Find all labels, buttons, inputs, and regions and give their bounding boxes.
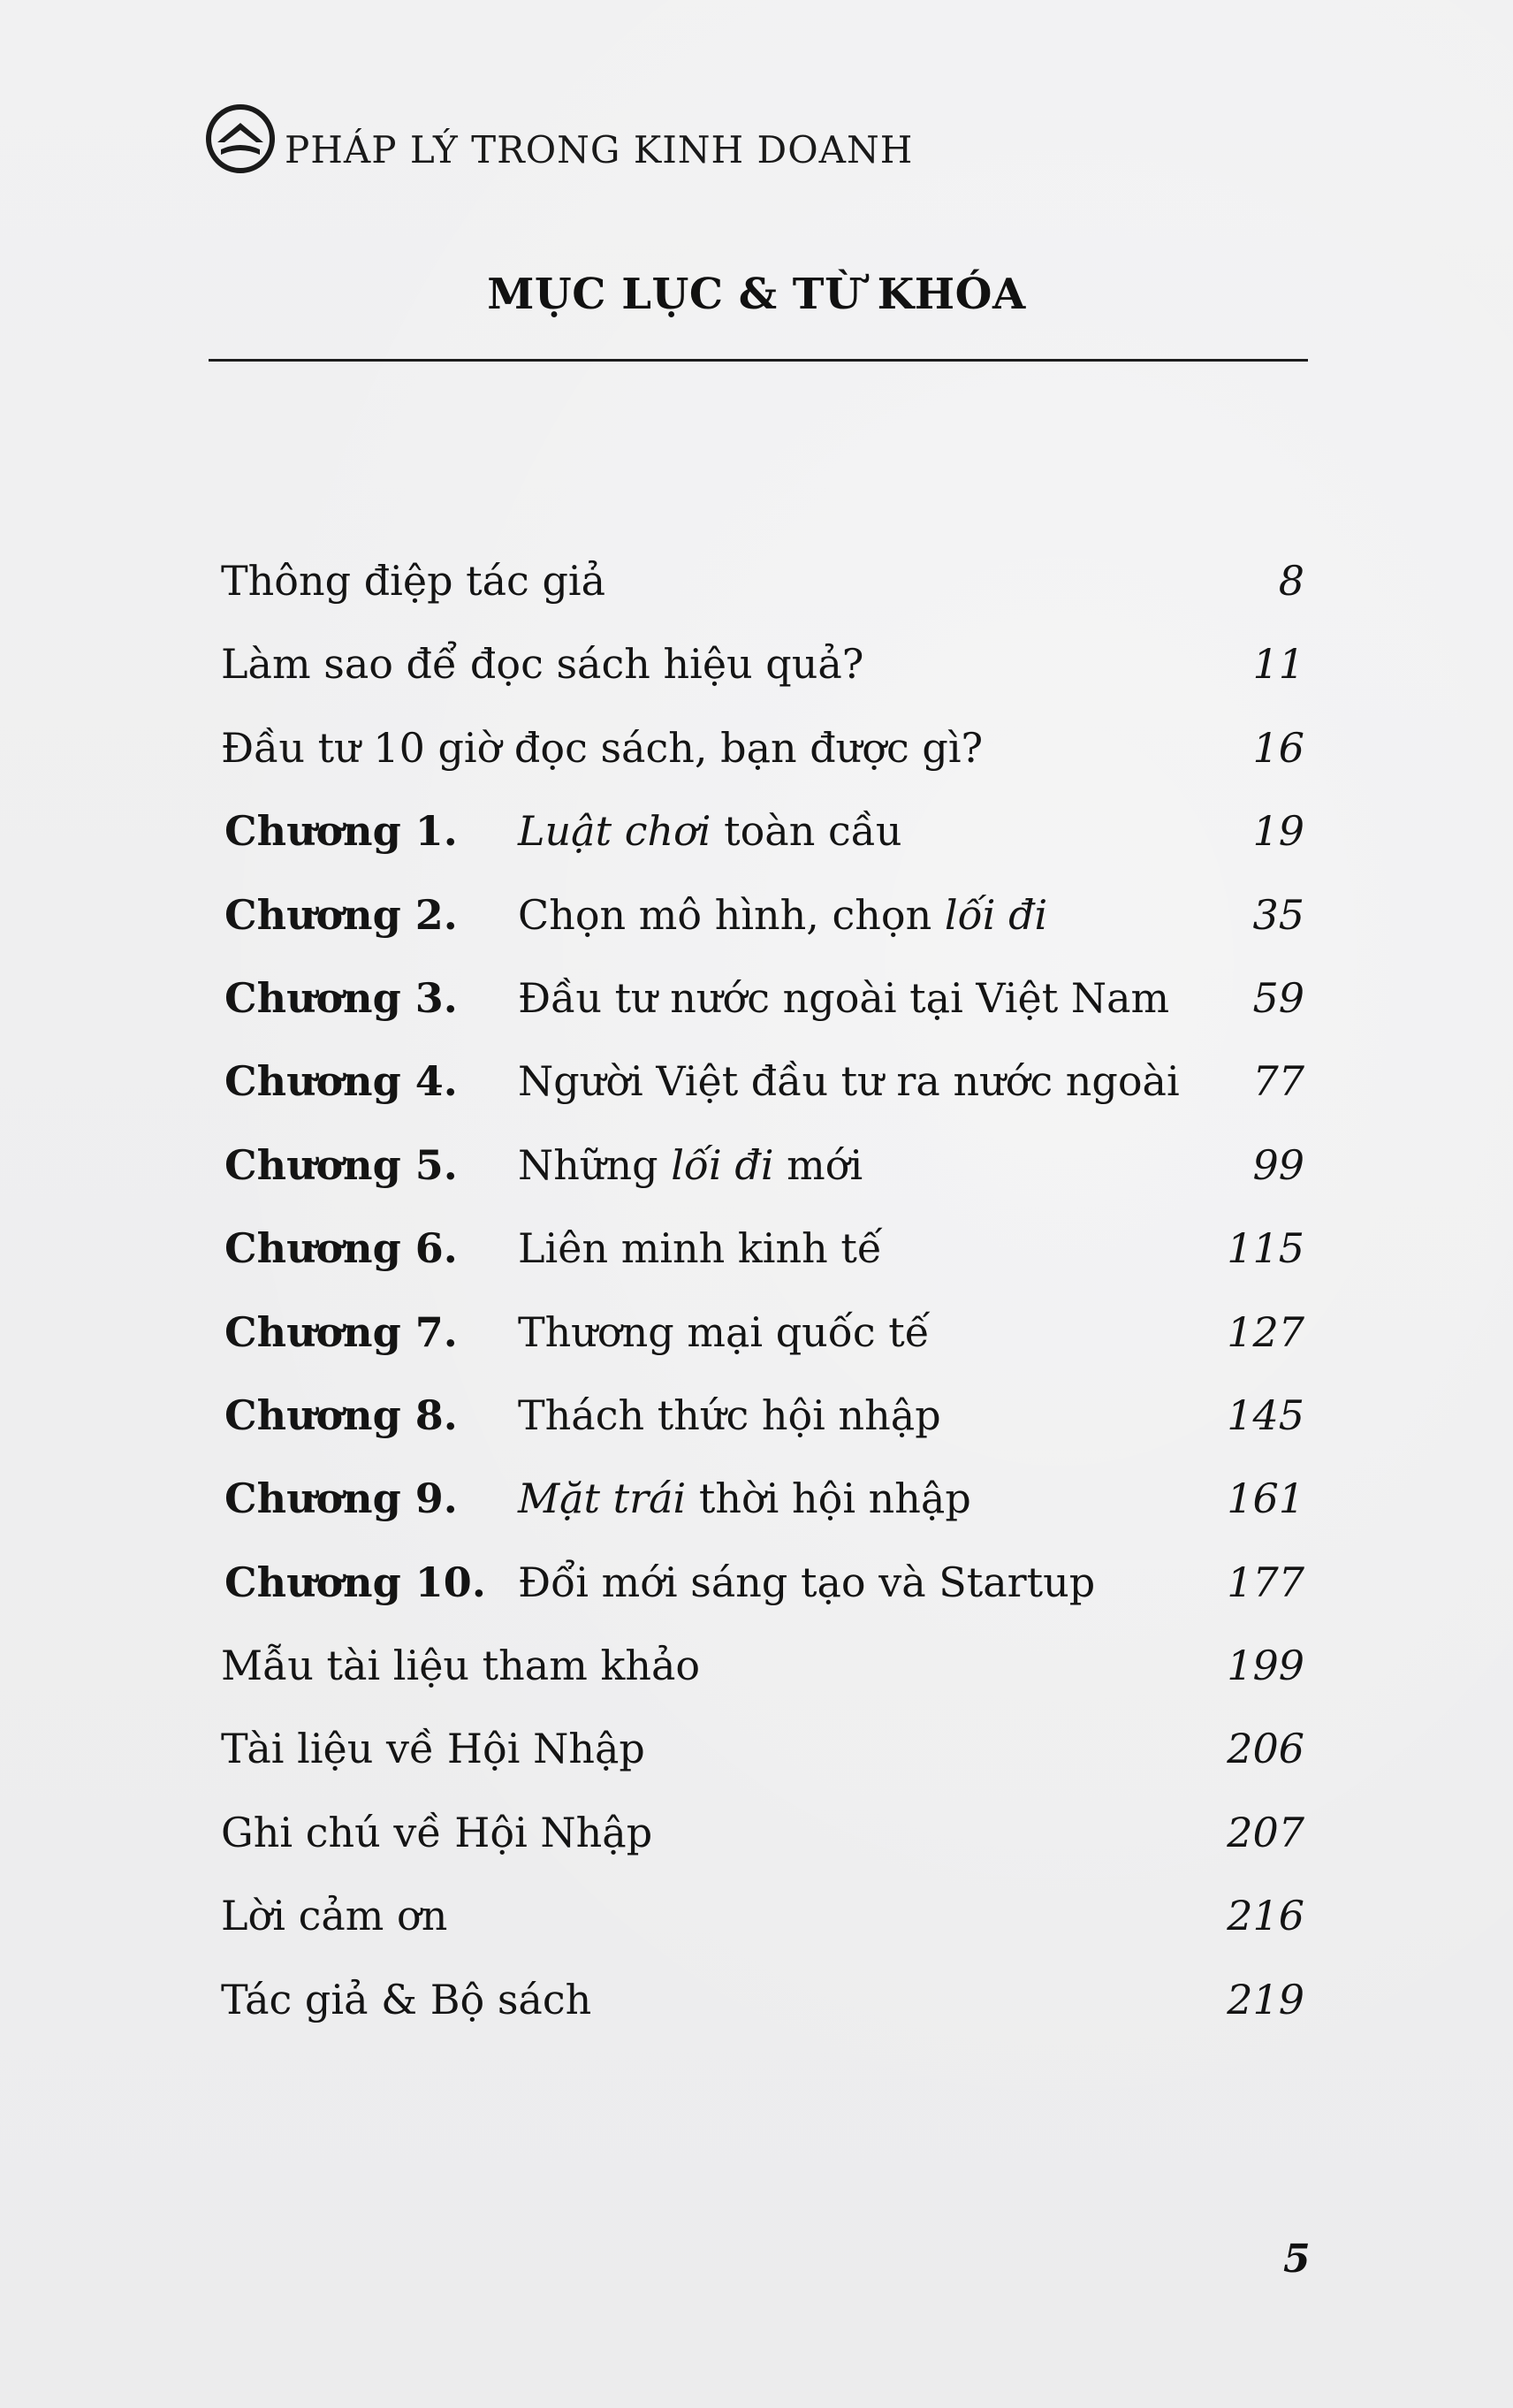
toc-chapter[interactable] bbox=[221, 1391, 1304, 1475]
entry-page: 199 bbox=[1227, 1642, 1304, 1690]
chapter-title bbox=[518, 1475, 971, 1522]
toc-heading: MỤC LỤC & TỪ KHÓA bbox=[487, 270, 1026, 319]
entry-label: Lời cảm ơn bbox=[221, 1892, 448, 1940]
entry-label: Làm sao để đọc sách hiệu quả? bbox=[221, 640, 864, 689]
chapter-title bbox=[518, 807, 902, 855]
chapter-title bbox=[518, 1141, 863, 1189]
chapter-number: Chương 9. bbox=[224, 1475, 458, 1523]
chapter-number: Chương 5. bbox=[224, 1140, 458, 1189]
toc-chapter[interactable] bbox=[221, 807, 1304, 890]
heading-rule bbox=[209, 359, 1308, 362]
chapter-page: 145 bbox=[1227, 1391, 1304, 1439]
toc-entry[interactable] bbox=[221, 1976, 1304, 2059]
toc-chapter[interactable] bbox=[221, 1475, 1304, 1558]
chapter-title: Liên minh kinh tế bbox=[518, 1224, 883, 1273]
chapter-page: 35 bbox=[1252, 890, 1304, 939]
chapter-title-pre: Những bbox=[518, 1140, 672, 1189]
chapter-page: 161 bbox=[1227, 1475, 1304, 1523]
chapter-title: Đổi mới sáng tạo và Startup bbox=[518, 1558, 1096, 1606]
toc-entry[interactable] bbox=[221, 557, 1304, 640]
toc-entry[interactable] bbox=[221, 1642, 1304, 1725]
chapter-number: Chương 4. bbox=[224, 1057, 458, 1106]
running-header bbox=[205, 99, 913, 179]
chapter-page: 77 bbox=[1252, 1057, 1304, 1106]
chapter-number: Chương 8. bbox=[224, 1391, 458, 1439]
toc-chapter[interactable] bbox=[221, 1141, 1304, 1224]
chapter-number: Chương 6. bbox=[224, 1224, 458, 1273]
chapter-page: 115 bbox=[1227, 1224, 1304, 1273]
page-number: 5 bbox=[1283, 2237, 1311, 2282]
chapter-page: 127 bbox=[1227, 1307, 1304, 1356]
toc-entry[interactable] bbox=[221, 1892, 1304, 1975]
entry-page: 207 bbox=[1227, 1808, 1304, 1856]
chapter-page: 177 bbox=[1227, 1558, 1304, 1606]
entry-label: Mẫu tài liệu tham khảo bbox=[221, 1642, 701, 1690]
publisher-logo-icon bbox=[205, 103, 276, 174]
chapter-number: Chương 1. bbox=[224, 807, 458, 856]
book-title: PHÁP LÝ TRONG KINH DOANH bbox=[285, 127, 914, 171]
chapter-title-pre: Chọn mô hình, chọn bbox=[518, 890, 945, 939]
chapter-title: Đầu tư nước ngoài tại Việt Nam bbox=[518, 973, 1170, 1022]
chapter-page: 19 bbox=[1252, 807, 1304, 856]
toc-chapter[interactable] bbox=[221, 891, 1304, 974]
chapter-title-rest: thời hội nhập bbox=[686, 1475, 971, 1523]
toc-chapter[interactable] bbox=[221, 974, 1304, 1057]
toc-chapter[interactable] bbox=[221, 1224, 1304, 1307]
chapter-title-italic: Luật chơi bbox=[518, 807, 711, 856]
toc-entry[interactable] bbox=[221, 1725, 1304, 1808]
entry-page: 16 bbox=[1252, 723, 1304, 772]
toc-chapter[interactable] bbox=[221, 1057, 1304, 1140]
chapter-title-italic: Mặt trái bbox=[518, 1475, 687, 1523]
chapter-title: Người Việt đầu tư ra nước ngoài bbox=[518, 1057, 1180, 1106]
chapter-title-rest: mới bbox=[773, 1140, 863, 1189]
toc-entry[interactable] bbox=[221, 1809, 1304, 1892]
entry-page: 11 bbox=[1252, 640, 1304, 689]
toc-entry[interactable] bbox=[221, 724, 1304, 807]
chapter-number: Chương 7. bbox=[224, 1307, 458, 1356]
toc-chapter[interactable] bbox=[221, 1558, 1304, 1642]
chapter-title: Thương mại quốc tế bbox=[518, 1307, 931, 1356]
chapter-page: 59 bbox=[1252, 973, 1304, 1022]
entry-label: Thông điệp tác giả bbox=[221, 557, 606, 605]
entry-label: Đầu tư 10 giờ đọc sách, bạn được gì? bbox=[221, 723, 984, 772]
table-of-contents bbox=[221, 557, 1304, 2059]
entry-page: 206 bbox=[1227, 1725, 1304, 1773]
entry-page: 219 bbox=[1227, 1975, 1304, 2023]
chapter-title: Thách thức hội nhập bbox=[518, 1391, 941, 1439]
chapter-title-italic: lối đi bbox=[944, 890, 1048, 939]
chapter-title-rest: toàn cầu bbox=[711, 807, 902, 856]
entry-page: 216 bbox=[1227, 1892, 1304, 1940]
toc-entry[interactable] bbox=[221, 640, 1304, 723]
chapter-page: 99 bbox=[1252, 1140, 1304, 1189]
entry-page: 8 bbox=[1278, 557, 1304, 605]
entry-label: Ghi chú về Hội Nhập bbox=[221, 1808, 653, 1856]
chapter-number: Chương 10. bbox=[224, 1558, 486, 1606]
toc-chapter[interactable] bbox=[221, 1308, 1304, 1391]
entry-label: Tác giả & Bộ sách bbox=[221, 1975, 592, 2023]
chapter-title bbox=[518, 891, 1047, 939]
chapter-title-italic: lối đi bbox=[671, 1140, 774, 1189]
entry-label: Tài liệu về Hội Nhập bbox=[221, 1725, 645, 1773]
chapter-number: Chương 3. bbox=[224, 973, 458, 1022]
chapter-number: Chương 2. bbox=[224, 890, 458, 939]
